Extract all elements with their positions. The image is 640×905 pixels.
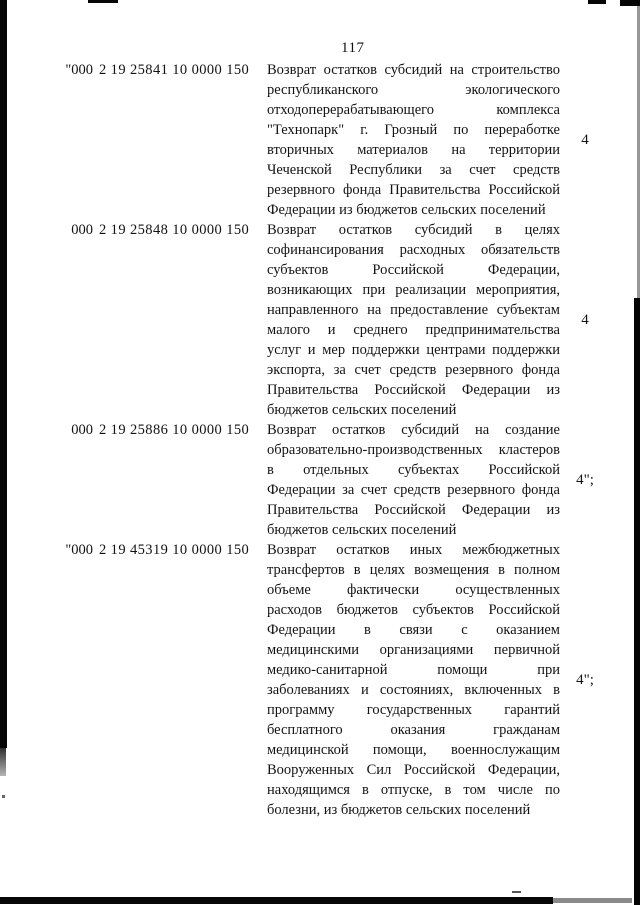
margin-note: 4"; — [576, 671, 594, 688]
description-line: вторичных материалов на территории — [267, 142, 560, 158]
description-line: Правительства Российской Федерации из — [267, 502, 560, 518]
scan-artifact-top-right-mark-b — [620, 0, 640, 6]
code-administrator: "000 — [65, 62, 93, 78]
description-line: бюджетов сельских поселений — [267, 402, 457, 418]
description-line: "Технопарк" г. Грозный по переработке — [267, 122, 560, 138]
description-line: софинансирования расходных обязательств — [267, 242, 560, 258]
description-line: болезни, из бюджетов сельских поселений — [267, 802, 531, 818]
description-line: в отдельных субъектах Российской — [267, 462, 560, 478]
scan-artifact-left-bar-fade — [0, 748, 6, 776]
entry-list — [55, 60, 615, 820]
description-line: заболеваниях и состояниях, включенных в — [267, 682, 560, 698]
code-classification: 2 19 25886 10 0000 150 — [99, 422, 250, 438]
description-line: резервного фонда Правительства Российской — [267, 182, 560, 198]
description-line: возникающих при реализации мероприятия, — [267, 282, 560, 298]
description-line: направленного на предоставление субъектам — [267, 302, 560, 318]
page-number: 117 — [341, 40, 365, 56]
entry-description — [267, 540, 560, 820]
scan-artifact-top-right-mark-a — [588, 0, 606, 4]
scan-artifact-speck — [2, 795, 5, 798]
margin-note: 4 — [581, 311, 589, 328]
description-line: Федерации из бюджетов сельских поселений — [267, 202, 546, 218]
description-line: услуг и мер поддержки центрами поддержки — [267, 342, 560, 358]
budget-entry-1 — [55, 220, 615, 420]
scan-artifact-bottom-bar-gray — [553, 898, 632, 903]
description-line: Возврат остатков иных межбюджетных — [267, 542, 560, 558]
margin-note: 4"; — [576, 471, 594, 488]
scan-artifact-dash — [512, 891, 521, 893]
description-line: трансфертов в целях возмещения в полном — [267, 562, 560, 578]
margin-note: 4 — [581, 131, 589, 148]
description-line: Возврат остатков субсидий в целях — [267, 222, 560, 238]
description-line: малого и среднего предпринимательства — [267, 322, 560, 338]
code-classification: 2 19 25848 10 0000 150 — [99, 222, 250, 238]
description-line: Правительства Российской Федерации из — [267, 382, 560, 398]
description-line: бесплатного оказания гражданам — [267, 722, 560, 738]
description-line: Вооруженных Сил Российской Федерации, — [267, 762, 560, 778]
code-administrator: 000 — [71, 422, 93, 438]
description-line: Возврат остатков субсидий на создание — [267, 422, 560, 438]
scan-artifact-top-mark — [88, 0, 118, 3]
description-line: Федерации за счет средств резервного фонда — [267, 482, 560, 498]
code-administrator: 000 — [71, 222, 93, 238]
entry-description — [267, 60, 560, 220]
description-line: бюджетов сельских поселений — [267, 522, 457, 538]
code-classification: 2 19 45319 10 0000 150 — [99, 542, 250, 558]
scan-artifact-right-strip-lower — [634, 298, 640, 905]
description-line: Возврат остатков субсидий на строительство — [267, 62, 560, 78]
description-line: находящимся в отпуске, в том числе по — [267, 782, 560, 798]
description-line: объеме фактически осуществленных — [267, 582, 560, 598]
entry-description — [267, 420, 560, 540]
description-line: Федерации в связи с оказанием — [267, 622, 560, 638]
scan-artifact-bottom-bar — [0, 897, 553, 904]
description-line: расходов бюджетов субъектов Российской — [267, 602, 560, 618]
budget-entry-2 — [55, 420, 615, 540]
entry-description — [267, 220, 560, 420]
scan-artifact-left-bar — [0, 0, 7, 748]
description-line: образовательно-производственных кластеров — [267, 442, 560, 458]
budget-entry-3 — [55, 540, 615, 820]
code-administrator: "000 — [65, 542, 93, 558]
budget-entry-0 — [55, 60, 615, 220]
description-line: отходоперерабатывающего комплекса — [267, 102, 560, 118]
description-line: субъектов Российской Федерации, — [267, 262, 560, 278]
description-line: республиканского экологического — [267, 82, 560, 98]
description-line: программу государственных гарантий — [267, 702, 560, 718]
description-line: медицинской помощи, военнослужащим — [267, 742, 560, 758]
description-line: Чеченской Республики за счет средств — [267, 162, 560, 178]
description-line: медицинскими организациями первичной — [267, 642, 560, 658]
code-classification: 2 19 25841 10 0000 150 — [99, 62, 250, 78]
description-line: медико-санитарной помощи при — [267, 662, 560, 678]
description-line: экспорта, за счет средств резервного фонда — [267, 362, 560, 378]
